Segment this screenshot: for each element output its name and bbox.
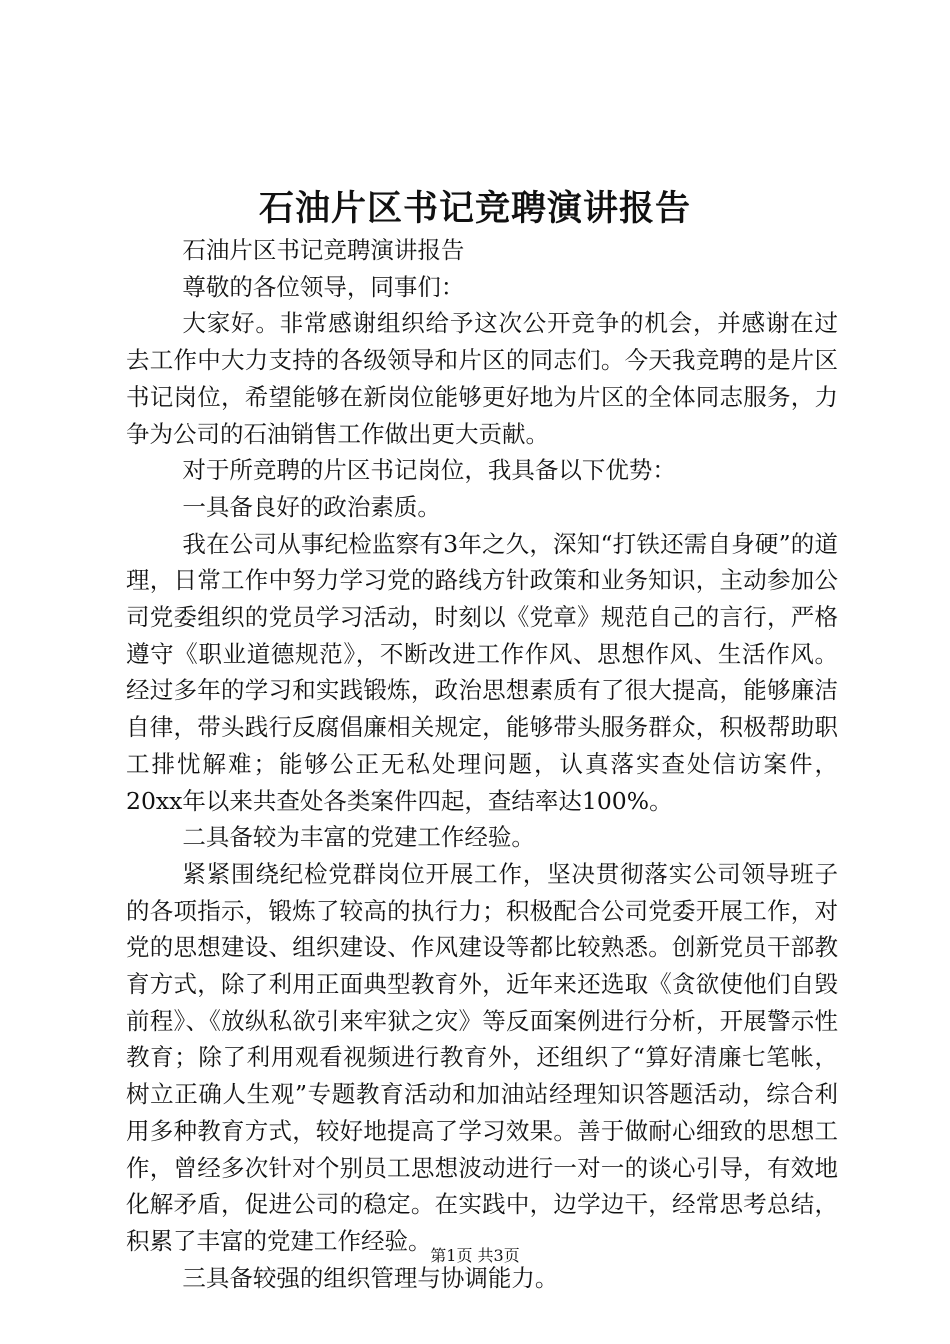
paragraph-heading-repeat: 石油片区书记竞聘演讲报告 — [182, 236, 465, 264]
document-title: 石油片区书记竞聘演讲报告 — [258, 188, 691, 229]
paragraph-point-two-body: 紧紧围绕纪检党群岗位开展工作，坚决贯彻落实公司领导班子的各项指示，锻炼了较高的执行力；积极配合公司党委开展工作，对党的思想建设、组织建设、作风建设等都比较熟悉。创新党员干部教育方式，除了利用正面典型教育外，近年来还选取《贪欲使他们自毁前程》、《放纵私欲引来牢狱之灾》等反面案例进行分析，开展警示性教育；除了利用观看视频进行教育外，还组织了“算好清廉七笔帐，树立正确人生观”专题教育活动和加油站经理知识答题活动，综合利用多种教育方式，较好地提高了学习效果。善于做耐心细致的思想工作，曾经多次针对个别员工思想波动进行一对一的谈心引导，有效地化解矛盾，促进公司的稳定。在实践中，边学边干，经常思考总结，积累了丰富的党建工作经验。 — [126, 859, 838, 1255]
paragraph-point-one-body: 我在公司从事纪检监察有3年之久，深知“打铁还需自身硬”的道理，日常工作中努力学习党的路线方针政策和业务知识，主动参加公司党委组织的党员学习活动，时刻以《党章》规范自己的言行，严格遵守《职业道德规范》，不断改进工作作风、思想作风、生活作风。经过多年的学习和实践锻炼，政治思想素质有了很大提高，能够廉洁自律，带头践行反腐倡廉相关规定，能够带头服务群众，积极帮助职工排忧解难；能够公正无私处理问题，认真落实查处信访案件，20xx年以来共查处各类案件四起，查结率达100%。 — [126, 529, 838, 815]
paragraph-salutation: 尊敬的各位领导，同事们： — [182, 272, 465, 301]
paragraph-opening: 大家好。非常感谢组织给予这次公开竞争的机会，并感谢在过去工作中大力支持的各级领导和片区的同志们。今天我竞聘的是片区书记岗位，希望能够在新岗位能够更好地为片区的全体同志服务，力争为公司的石油销售工作做出更大贡献。 — [126, 309, 838, 448]
document-body — [126, 232, 838, 1296]
page-footer: 第1页 共3页 — [430, 1246, 520, 1265]
paragraph-point-two-heading: 二具备较为丰富的党建工作经验。 — [182, 823, 535, 852]
paragraph-point-three-heading: 三具备较强的组织管理与协调能力。 — [182, 1263, 559, 1292]
paragraph-advantages-intro: 对于所竞聘的片区书记岗位，我具备以下优势： — [182, 456, 676, 485]
paragraph-point-one-heading: 一具备良好的政治素质。 — [182, 492, 441, 521]
